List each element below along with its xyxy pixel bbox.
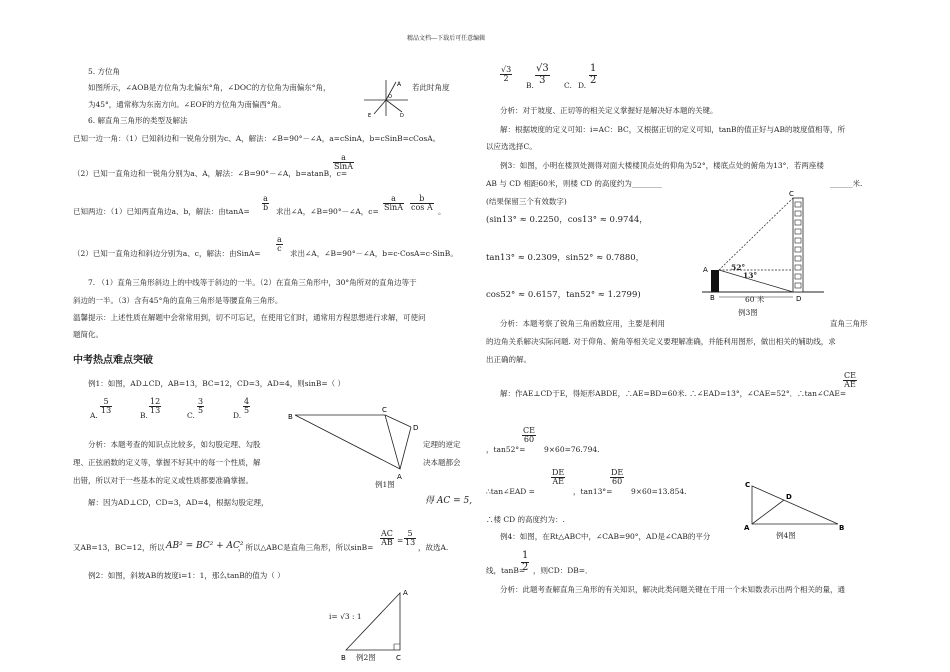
fraction: $\frac{a}{b}$ (263, 194, 269, 213)
para-line: ，故选A. (418, 543, 449, 552)
option-fraction: $\frac{12}{13}$ (150, 397, 161, 416)
para-line: 求出∠A，∠B=90°－∠A，b=c·CosA=c·SinB。 (290, 249, 458, 258)
example-2: 例2：如图，斜坡AB的坡度i=1：1，那么tanB的值为（ ） (88, 571, 285, 580)
para-line: 线，tanB= (486, 566, 526, 575)
building-cd (793, 198, 803, 292)
item-6-title: 6. 解直角三角形的类型及解法 (88, 116, 188, 125)
section-heading: 中考热点难点突破 (73, 355, 153, 366)
para-line: 若此时角度 (412, 83, 450, 92)
distance-label: 60 米 (745, 295, 765, 304)
fraction: $\frac{a}{c}$ (277, 235, 282, 254)
option-label: D. (578, 81, 587, 90)
fraction: a SinA (384, 194, 403, 213)
fraction: $\frac{AC}{AB}$ (381, 529, 393, 548)
fraction: $\frac{CE}{AE}$ (844, 371, 856, 390)
para-line: 解：根据坡度的定义可知：i=AC：BC，又根据正切的定义可知，tanB的值正好与AB的坡度值相等，所 (500, 125, 845, 134)
page-header: 精品文档---下载后可任意编辑 (407, 35, 486, 42)
option-label: A. (90, 411, 98, 420)
math-equals: = (397, 536, 404, 545)
para-line: 已知两边：（1）已知两直角边a、b，解法：由tanA= (73, 207, 250, 216)
math-expr: 得 AC = 5, (425, 496, 473, 506)
para-line: 9×60=76.794. (544, 445, 600, 454)
para-line: 解：因为AD⊥CD，CD=3，AD=4，根据勾股定理， (88, 498, 269, 507)
para-line: （2）已知一直角边和一锐角分别为a、A，解法：∠B=90°－∠A，b=atanB，c= (73, 169, 348, 178)
example-1: 例1：如图，AD⊥CD，AB=13，BC=12，CD=3，AD=4，则sinB=（ ） (88, 379, 346, 388)
angle-label-elevation: 52° (731, 263, 746, 272)
para-line: 温馨提示：上述性质在解题中会常常用到，切不可忘记，在使用它们时，通常用方程思想进行求解，可使问 (73, 313, 426, 322)
option-fraction: $\frac{3}{5}$ (198, 397, 204, 416)
para-line: AB 与 CD 相距60米，则楼 CD 的高度约为________ (486, 179, 662, 188)
para-line: 以应选选择C。 (486, 142, 537, 151)
para-line: 分析：此题考查解直角三角形的有关知识，解决此类问题关键在于用一个未知数表示出两个相关的量，通 (500, 585, 845, 594)
para-line: ，所以△ABC是直角三角形，所以sinB= (238, 543, 374, 552)
figure-4-triangle (742, 478, 847, 533)
figure-3-buildings (700, 186, 830, 306)
figure-1-triangle (285, 403, 425, 483)
svg-text:A: A (397, 81, 402, 88)
building-ab (711, 270, 719, 292)
para-line: ，tan52°= (486, 445, 526, 454)
svg-text:A: A (703, 266, 708, 274)
option-fraction: $\frac{4}{5}$ (244, 397, 250, 416)
option-fraction: $\frac{1}{2}$ (590, 63, 597, 86)
fraction: $\frac{CE}{60}$ (523, 426, 535, 445)
para-line: (sin13° ≈ 0.2250，cos13° ≈ 0.9744， (486, 215, 648, 225)
fraction: a SinA (334, 153, 353, 172)
svg-text:D: D (796, 295, 802, 303)
fraction: $\frac{b}{\text{cos A}}$ (411, 194, 433, 213)
para-line: 。 (438, 207, 446, 216)
para-line: 已知一边一角：（1）已知斜边和一锐角分别为c、A，解法：∠B=90°－∠A，a=cSinA，b=cSinB=cCosA。 (73, 134, 441, 143)
para-line: 理、正弦函数的定义等，掌握不好其中的每一个性质，解 (73, 458, 261, 467)
para-line: 9×60=13.854. (631, 487, 687, 496)
fraction: $\frac{DE}{60}$ (611, 468, 624, 487)
option-label: D. (233, 411, 242, 420)
option-label: B. (526, 81, 534, 90)
para-line: 决本题都会 (423, 458, 461, 467)
para-line: （2）已知一直角边和斜边分别为a、c，解法：由SinA= (73, 249, 261, 258)
option-label: C. (564, 81, 572, 90)
example-3: 例3：如图，小明在楼顶处测得对面大楼楼顶点处的仰角为52°，楼底点处的俯角为13°．若两座楼 (500, 161, 824, 170)
para-line: ，tan13°= (573, 487, 613, 496)
option-fraction: $\frac{√3}{2}$ (501, 65, 512, 84)
figure-caption: 例3图 (738, 308, 758, 317)
para-line: 分析：对于坡度、正切等的相关定义掌握好是解决好本题的关键。 (500, 106, 718, 115)
para-line: 定理的逆定 (423, 440, 461, 449)
para-line: 斜边的一半。（3）含有45°角的直角三角形是等腰直角三角形。 (73, 296, 283, 305)
svg-text:D: D (786, 493, 792, 501)
figure-caption: 例2图 (356, 653, 376, 662)
fraction: $\frac{DE}{AE}$ (552, 468, 565, 487)
svg-text:A: A (744, 524, 750, 532)
svg-text:O: O (388, 94, 392, 100)
svg-text:B: B (839, 524, 845, 532)
svg-text:C: C (745, 481, 751, 489)
math-expr: AB² = BC² + AC² (166, 541, 244, 551)
option-fraction: $\frac{√3}{3}$ (536, 63, 549, 86)
option-label: C. (187, 411, 195, 420)
para-line: (结果保留三个有效数字) (486, 197, 567, 206)
fraction: $\frac{1}{2}$ (522, 550, 529, 573)
svg-text:B: B (288, 413, 293, 421)
para-line: ______米. (830, 179, 863, 188)
option-fraction: $\frac{5}{13}$ (101, 397, 112, 416)
svg-text:D: D (400, 113, 404, 118)
para-line: ∴楼 CD 的高度约为：. (486, 515, 565, 524)
para-line: 分析：本题考查的知识点比较多，如勾股定理、勾股 (88, 440, 261, 449)
para-line: 解：作AE⊥CD于E，得矩形ABDE，∴AE=BD=60米. ∴∠EAD=13°，∠CAE=52°．∴tan∠CAE= (500, 389, 847, 398)
svg-text:A: A (397, 473, 402, 481)
para-line: ∴tan∠EAD = (486, 487, 535, 496)
para-line: ，则CD：DB=． (533, 566, 593, 575)
svg-text:C: C (789, 190, 794, 198)
para-line: tan13° ≈ 0.2309，sin52° ≈ 0.7880， (486, 253, 645, 263)
slope-label: i= √3 : 1 (329, 612, 362, 621)
svg-text:A: A (403, 589, 408, 597)
para-line: 又AB=13，BC=12，所以 (73, 543, 165, 552)
svg-text:B: B (710, 294, 715, 302)
para-line: 出正确的解。 (486, 355, 531, 364)
para-line: cos52° ≈ 0.6157，tan52° ≈ 1.2799) (486, 290, 641, 300)
para-line: 求出∠A，∠B=90°－∠A，c= (276, 207, 379, 216)
svg-text:E: E (368, 113, 372, 118)
figure-2-slope (328, 585, 428, 663)
figure-caption: 例4图 (776, 531, 796, 540)
item-5-title: 5. 方位角 (88, 67, 121, 76)
para-line: 分析：本题考察了锐角三角函数应用，主要是利用 (500, 319, 665, 328)
para-line: 如图所示，∠AOB是方位角为北偏东°角，∠DOC的方位角为南偏东°角， (88, 83, 331, 92)
example-4: 例4：如图，在Rt△ABC中，∠CAB=90°，AD是∠CAB的平分 (500, 532, 711, 541)
para-line: 出错，所以对于一些基本的定义或性质都要准确掌握。 (73, 476, 253, 485)
svg-text:B: B (341, 654, 346, 662)
svg-text:D: D (413, 424, 419, 432)
bearing-diagram (362, 78, 410, 118)
para-line: 的边角关系解决实际问题. 对于仰角、俯角等相关定义要理解准确，并能利用图形，做出相关的辅助线，求 (486, 337, 836, 346)
para-line: 7. （1）直角三角形斜边上的中线等于斜边的一半。（2）在直角三角形中，30°角所对的直角边等于 (88, 278, 417, 287)
option-label: B. (140, 411, 148, 420)
figure-caption: 例1图 (375, 480, 395, 489)
svg-text:C: C (382, 406, 387, 414)
para-line: 题简化。 (73, 330, 103, 339)
para-line: 直角三角形 (830, 319, 868, 328)
fraction: $\frac{5}{13}$ (405, 529, 416, 548)
svg-text:C: C (396, 654, 401, 662)
para-line: 为45°，通常称为东南方向。∠EOF的方位角为南偏西°角。 (88, 100, 286, 109)
angle-label-depression: 13° (743, 271, 758, 280)
